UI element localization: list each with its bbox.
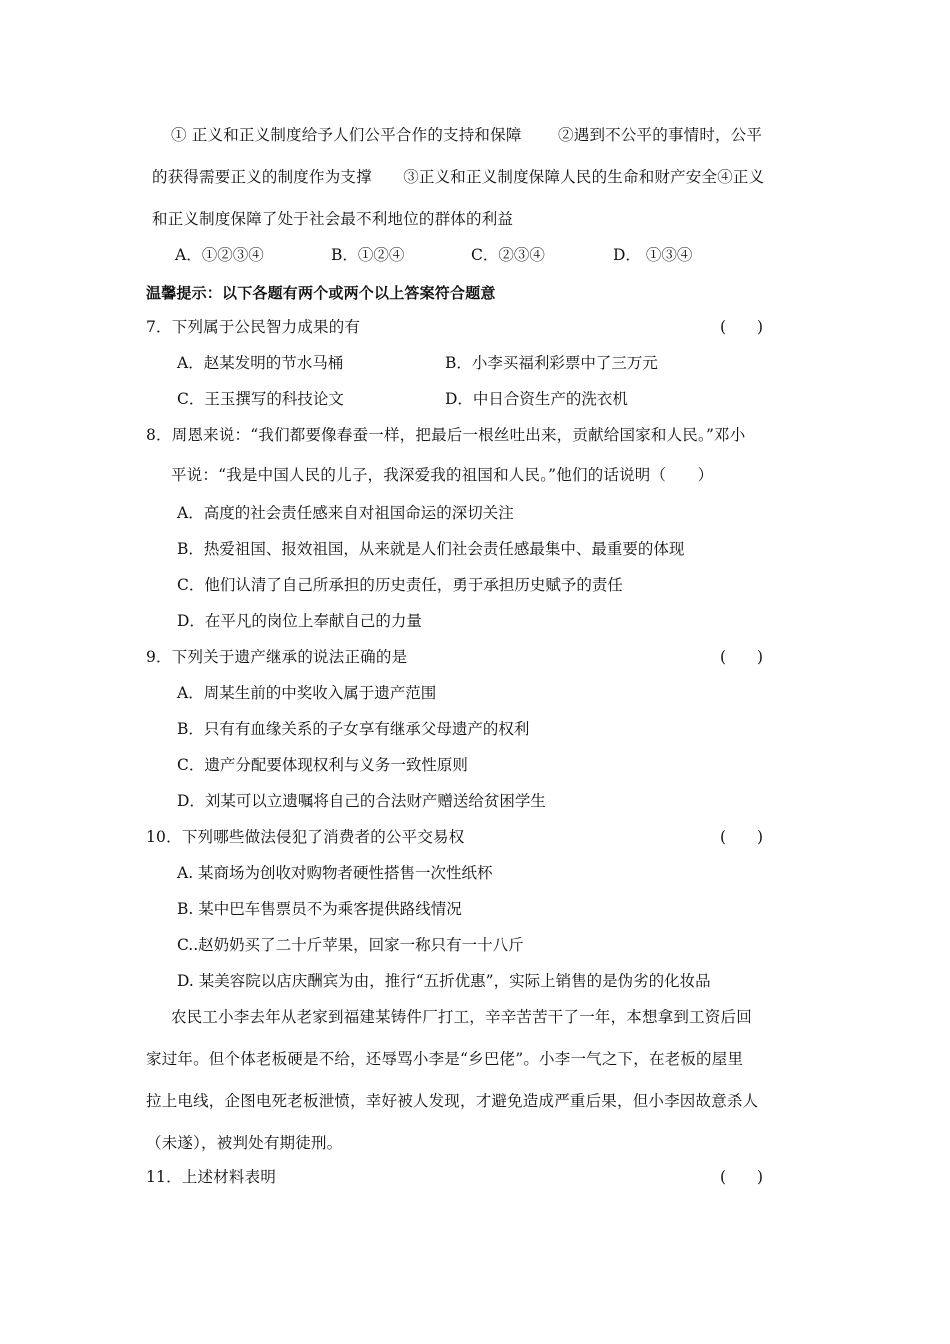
q7-option-b: B．小李买福利彩票中了三万元 [445, 354, 658, 372]
q10-option-b: B. 某中巴车售票员不为乘客提供路线情况 [177, 900, 462, 918]
q9-option-c: C．遗产分配要体现权利与义务一致性原则 [177, 756, 468, 774]
q7-answer-paren: ( ) [720, 318, 764, 336]
material-line-2: 家过年。但个体老板硬是不给，还辱骂小李是“乡巴佬”。小李一气之下，在老板的屋里 [146, 1050, 744, 1068]
q10-option-c: C..赵奶奶买了二十斤苹果，回家一称只有一十八斤 [177, 936, 524, 954]
q8-option-a: A．高度的社会责任感来自对祖国命运的深切关注 [177, 504, 514, 522]
material-line-3: 拉上电线，企图电死老板泄愤，幸好被人发现，才避免造成严重后果，但小李因故意杀人 [146, 1092, 759, 1110]
q10-answer-paren: ( ) [720, 828, 764, 846]
q10-option-d: D. 某美容院以店庆酬宾为由，推行“五折优惠”，实际上销售的是伪劣的化妆品 [177, 972, 711, 990]
q7-option-c: C．王玉撰写的科技论文 [177, 390, 344, 408]
intro-line-2: 的获得需要正义的制度作为支撑 ③正义和正义制度保障人民的生命和财产安全④正义 [152, 168, 765, 186]
q8-option-c: C．他们认清了自己所承担的历史责任，勇于承担历史赋予的责任 [177, 576, 623, 594]
q10-stem: 10．下列哪些做法侵犯了消费者的公平交易权 [146, 828, 465, 846]
q9-option-d: D．刘某可以立遗嘱将自己的合法财产赠送给贫困学生 [177, 792, 546, 810]
q9-stem: 9．下列关于遗产继承的说法正确的是 [146, 648, 408, 666]
q11-stem: 11．上述材料表明 [146, 1168, 277, 1186]
q7-stem: 7．下列属于公民智力成果的有 [146, 318, 361, 336]
q9-option-b: B．只有有血缘关系的子女享有继承父母遗产的权利 [177, 720, 530, 738]
q8-stem-line-2: 平说：“我是中国人民的儿子，我深爱我的祖国和人民。”他们的话说明（ ） [171, 466, 714, 484]
intro-option-c: C．②③④ [471, 246, 545, 264]
q8-option-b: B．热爱祖国、报效祖国，从来就是人们社会责任感最集中、最重要的体现 [177, 540, 685, 558]
q9-option-a: A．周某生前的中奖收入属于遗产范围 [177, 684, 437, 702]
q10-option-a: A. 某商场为创收对购物者硬性搭售一次性纸杯 [177, 864, 493, 882]
intro-option-d: D． ①③④ [613, 246, 693, 264]
material-line-4: （未遂），被判处有期徒刑。 [146, 1134, 343, 1152]
tip-heading: 温馨提示：以下各题有两个或两个以上答案符合题意 [146, 284, 496, 302]
intro-option-b: B．①②④ [331, 246, 405, 264]
q8-stem-line-1: 8．周恩来说：“我们都要像春蚕一样，把最后一根丝吐出来，贡献给国家和人民。”邓小 [146, 426, 746, 444]
material-line-1: 农民工小李去年从老家到福建某铸件厂打工，辛辛苦苦干了一年，本想拿到工资后回 [171, 1008, 752, 1026]
q8-option-d: D．在平凡的岗位上奉献自己的力量 [177, 612, 422, 630]
q11-answer-paren: ( ) [720, 1168, 764, 1186]
intro-line-3: 和正义制度保障了处于社会最不利地位的群体的利益 [152, 210, 514, 228]
intro-line-1: ① 正义和正义制度给予人们公平合作的支持和保障 ②遇到不公平的事情时，公平 [171, 126, 763, 144]
intro-option-a: A．①②③④ [175, 246, 264, 264]
q7-option-a: A．赵某发明的节水马桶 [177, 354, 344, 372]
q9-answer-paren: ( ) [720, 648, 764, 666]
q7-option-d: D．中日合资生产的洗衣机 [445, 390, 628, 408]
